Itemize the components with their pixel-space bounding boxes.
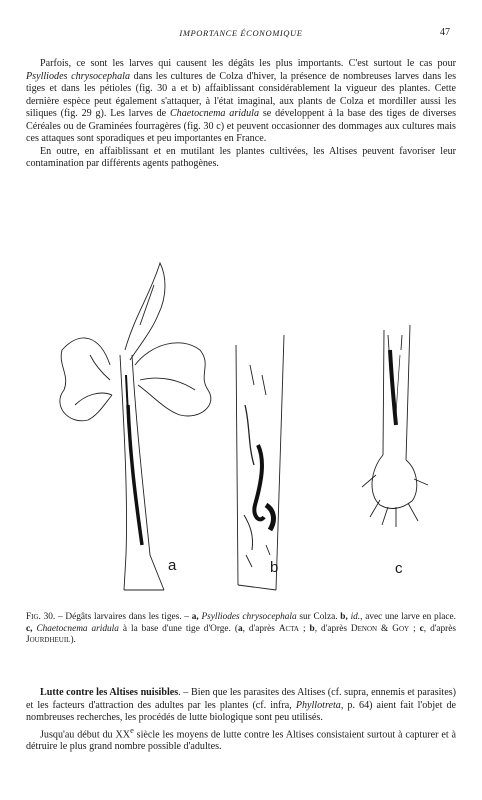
text-run: Jourdheuil (26, 635, 71, 646)
text-run: à la base d'une tige d'Orge. ( (118, 623, 238, 634)
text-run: Parfois, ce sont les larves qui causent les dégâts les plus importants. C'est surtout le cas pour (40, 58, 456, 69)
text-run: ; (409, 623, 420, 634)
text-run: Psylliodes chrysocephala (26, 70, 130, 82)
text-run: se développent à la base des tiges de diverses Céréales ou de Graminées fourragères (fig. 30 c) et peuvent occasionner des dommages aux cultures mais ces attaques sont sporadiques et peu importantes en France. (26, 108, 456, 144)
text-run: , p. 64) aient fait l'objet de nombreuses recherches, les procédés de lutte biologique sont peu utilisés. (26, 699, 456, 723)
text-run: Acta (278, 623, 299, 634)
text-run: , avec une larve en place. (360, 612, 456, 622)
text-run: , d'après (242, 623, 279, 634)
panel-label-c: c (395, 560, 403, 577)
text-run: c (419, 623, 424, 634)
text-run: b, (340, 612, 348, 622)
text-run: b (309, 623, 315, 634)
paragraph (26, 725, 456, 754)
text-run: Fig. 30. (26, 612, 56, 622)
text-run: Psylliodes chrysocephala (201, 612, 297, 622)
figure-caption (26, 612, 456, 647)
text-run: Chaetocnema aridula (169, 108, 260, 119)
text-run: – Dégâts larvaires dans les tiges. – (55, 612, 192, 622)
running-title: IMPORTANCE ÉCONOMIQUE (179, 28, 303, 38)
text-run: dans les cultures de Colza d'hiver, la présence de nombreuses larves dans les tiges et dans les pétioles (fig. 30 a et b) affaiblissant considérablement la vigueur des plantes. Cette dernière espèce peut également s'attaquer, à l'état imaginal, aux plants de Colza et mordiller aussi les siliques (fig. 29 g). Les larves de (26, 70, 456, 119)
text-run: Jusqu'au début du XX (40, 728, 131, 740)
section-heading: Lutte contre les Altises nuisibles (40, 687, 179, 698)
text-run: , d'après (314, 623, 351, 634)
figure-30 (40, 255, 442, 600)
text-run: siècle les moyens de lutte contre les Altises consistaient surtout à capturer et à détruire le plus grand nombre possible d'adultes. (26, 728, 456, 753)
panel-a-drawing (60, 263, 211, 590)
body-paragraphs-bottom (26, 687, 456, 754)
page-header (26, 28, 456, 42)
text-run: e (130, 725, 134, 735)
panel-label-b: b (270, 559, 279, 576)
text-run: , d'après (423, 623, 457, 634)
stem-damage-illustration (40, 255, 442, 600)
text-run: id. (350, 612, 361, 622)
paragraph (26, 146, 456, 171)
text-run: Chaetocnema aridula (36, 623, 119, 634)
page-number: 47 (440, 27, 450, 38)
text-run: En outre, en affaiblissant et en mutilant les plantes cultivées, les Altises peuvent favoriser leur contamination par différents agents pathogènes. (26, 145, 456, 169)
text-run: a, (191, 612, 199, 622)
text-run: . – Bien que les parasites des Altises (cf. supra, ennemis et parasites) et les facteurs d'attraction des adultes par les plantes (cf. infra, (26, 687, 456, 711)
text-run: ). (70, 635, 76, 646)
paragraph (26, 687, 456, 725)
text-run: a (237, 623, 243, 634)
text-run: c, (26, 623, 33, 634)
text-run: Denon & Goy (350, 623, 410, 634)
text-run: ; (298, 623, 310, 634)
panel-label-a: a (168, 557, 177, 574)
panel-b-drawing (236, 335, 284, 590)
body-paragraphs-top (26, 58, 456, 171)
paragraph (26, 58, 456, 146)
text-run: Phyllotreta (295, 699, 341, 711)
text-run: sur Colza. (296, 612, 341, 622)
panel-c-drawing (362, 325, 428, 527)
